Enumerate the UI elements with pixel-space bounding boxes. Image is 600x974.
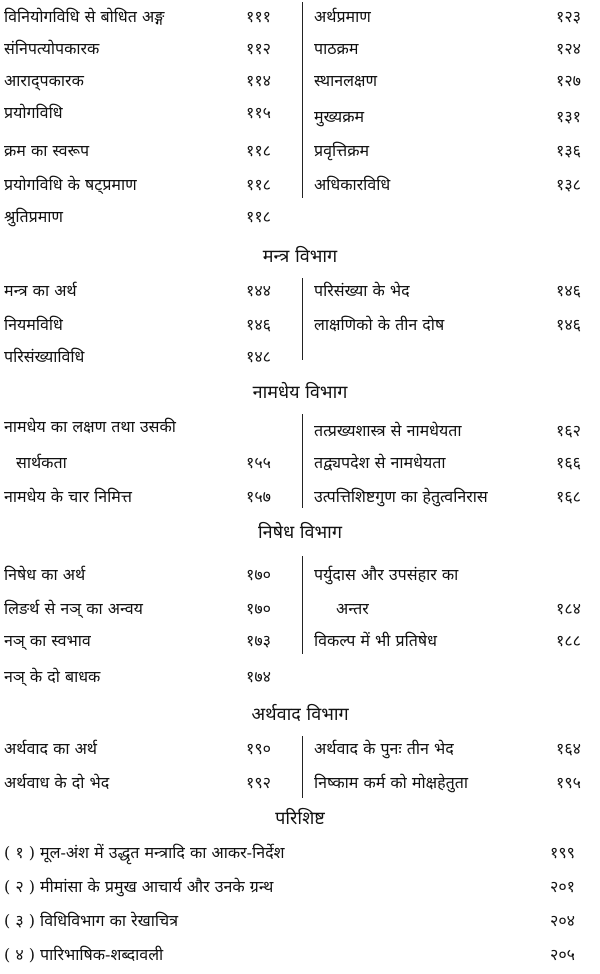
toc-entry-label: अर्थवाद के पुनः तीन भेद	[314, 739, 454, 758]
toc-entry-page: १३१	[556, 107, 581, 126]
column-divider	[302, 736, 303, 798]
toc-entry-label: नञ् का स्वभाव	[4, 631, 91, 650]
toc-entry-label: श्रुतिप्रमाण	[4, 207, 63, 226]
toc-entry-label: पाठक्रम	[314, 39, 359, 58]
toc-entry-label: तत्प्रख्यशास्त्र से नामधेयता	[314, 421, 462, 440]
column-divider	[302, 414, 303, 508]
column-divider	[302, 278, 303, 360]
toc-entry-page: १८८	[556, 631, 581, 650]
toc-entry-page: १६८	[556, 487, 581, 506]
toc-entry-label: नामधेय के चार निमित्त	[4, 487, 132, 506]
toc-entry-label: लिङर्थ से नञ् का अन्वय	[4, 599, 143, 618]
toc-entry-label: आराद्‌पकारक	[4, 71, 84, 90]
toc-entry-page: ११८	[246, 141, 271, 160]
toc-entry-label: नामधेय का लक्षण तथा उसकी	[4, 417, 176, 436]
toc-entry-page: १४६	[556, 281, 581, 300]
toc-entry-label: मुख्यक्रम	[314, 107, 365, 126]
section-heading: निषेध विभाग	[258, 522, 342, 543]
toc-entry-label: पर्युदास और उपसंहार का	[314, 565, 459, 584]
toc-entry-label: तद्व्यपदेश से नामधेयता	[314, 453, 446, 472]
appendix-entry-label: ( २ ) मीमांसा के प्रमुख आचार्य और उनके ग्रन्थ	[4, 877, 274, 896]
toc-entry-label: परिसंख्या के भेद	[314, 281, 410, 300]
toc-entry-page: ११२	[246, 39, 271, 58]
section-heading: मन्त्र विभाग	[262, 246, 338, 267]
toc-entry-page: १२७	[556, 71, 581, 90]
toc-entry-page: १८४	[556, 599, 581, 618]
toc-entry-page: १७०	[246, 565, 271, 584]
toc-entry-page: १९०	[246, 739, 271, 758]
toc-entry-page: १६४	[556, 739, 581, 758]
toc-entry-label: अन्तर	[336, 599, 369, 618]
section-heading: परिशिष्ट	[275, 808, 325, 829]
toc-entry-page: १९२	[246, 773, 271, 792]
toc-entry-page: ११५	[246, 103, 271, 122]
toc-entry-page: १४६	[246, 315, 271, 334]
toc-entry-label: प्रयोगविधि	[4, 103, 63, 122]
toc-entry-page: १४८	[246, 347, 271, 366]
toc-entry-label: अर्थवाध के दो भेद	[4, 773, 110, 792]
toc-entry-label: प्रवृत्तिक्रम	[314, 141, 370, 160]
toc-entry-label: निषेध का अर्थ	[4, 565, 86, 584]
toc-entry-label: मन्त्र का अर्थ	[4, 281, 77, 300]
toc-entry-label: स्थानलक्षण	[314, 71, 378, 90]
toc-entry-label: लाक्षणिको के तीन दोष	[314, 315, 445, 334]
toc-entry-page: १५५	[246, 453, 271, 472]
toc-entry-label: विनियोगविधि से बोधित अङ्ग	[4, 7, 165, 26]
appendix-entry-page: २०५	[550, 945, 575, 964]
toc-entry-page: १३६	[556, 141, 581, 160]
toc-entry-label: प्रयोगविधि के षट्प्रमाण	[4, 175, 137, 194]
section-heading: अर्थवाद विभाग	[251, 704, 349, 725]
toc-entry-label: क्रम का स्वरूप	[4, 141, 90, 160]
toc-entry-page: १३८	[556, 175, 581, 194]
toc-entry-page: १७४	[246, 667, 271, 686]
toc-entry-page: ११८	[246, 175, 271, 194]
appendix-entry-page: २०४	[550, 911, 575, 930]
toc-entry-label: अर्थवाद का अर्थ	[4, 739, 98, 758]
toc-entry-page: १२४	[556, 39, 581, 58]
toc-entry-page: १४४	[246, 281, 271, 300]
toc-entry-label: उत्पत्तिशिष्टगुण का हेतुत्वनिरास	[314, 487, 488, 506]
toc-entry-page: १७०	[246, 599, 271, 618]
toc-entry-page: १७३	[246, 631, 271, 650]
toc-entry-label: अर्थप्रमाण	[314, 7, 371, 26]
toc-entry-page: १११	[246, 7, 271, 26]
toc-entry-label: नञ् के दो बाधक	[4, 667, 101, 686]
toc-entry-label: परिसंख्याविधि	[4, 347, 85, 366]
appendix-entry-page: २०१	[550, 877, 575, 896]
appendix-entry-page: १९९	[550, 843, 575, 862]
appendix-entry-label: ( ४ ) पारिभाषिक-शब्दावली	[4, 945, 164, 964]
toc-entry-label: निष्काम कर्म को मोक्षहेतुता	[314, 773, 468, 792]
appendix-entry-label: ( ३ ) विधिविभाग का रेखाचित्र	[4, 911, 179, 930]
column-divider	[302, 556, 303, 654]
section-heading: नामधेय विभाग	[252, 382, 348, 403]
toc-entry-page: १२३	[556, 7, 581, 26]
toc-entry-label: नियमविधि	[4, 315, 63, 334]
toc-entry-label: सार्थकता	[16, 453, 67, 472]
toc-entry-label: संनिपत्योपकारक	[4, 39, 100, 58]
appendix-entry-label: ( १ ) मूल-अंश में उद्धृत मन्त्रादि का आकर-निर्देश	[4, 843, 285, 862]
toc-entry-page: १५७	[246, 487, 271, 506]
toc-entry-page: १६६	[556, 453, 581, 472]
toc-entry-page: १६२	[556, 421, 581, 440]
toc-entry-page: ११८	[246, 207, 271, 226]
toc-entry-page: ११४	[246, 71, 271, 90]
column-divider	[302, 2, 303, 198]
toc-entry-page: १९५	[556, 773, 581, 792]
toc-entry-page: १४६	[556, 315, 581, 334]
toc-entry-label: विकल्प में भी प्रतिषेध	[314, 631, 437, 650]
toc-entry-label: अधिकारविधि	[314, 175, 391, 194]
